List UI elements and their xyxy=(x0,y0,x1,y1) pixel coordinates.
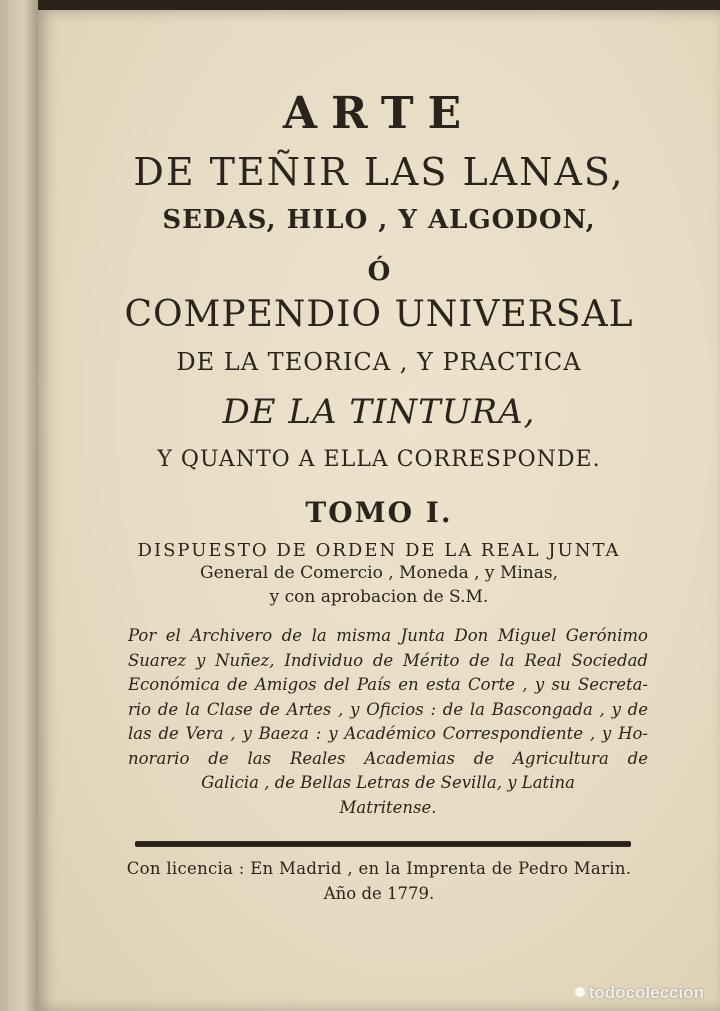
credit-line: Suarez y Nuñez, Individuo de Mérito de la Real Sociedad xyxy=(128,650,648,670)
title-line-teorica: DE LA TEORICA , Y PRACTICA xyxy=(176,348,582,376)
decorative-rule xyxy=(135,841,631,847)
title-line-tenir: DE TEÑIR LAS LANAS, xyxy=(133,150,625,194)
title-line-quanto: Y QUANTO A ELLA CORRESPONDE. xyxy=(157,447,601,472)
credit-line: Económica de Amigos del País en esta Corte , y su Secreta- xyxy=(128,675,648,694)
credit-line: las de Vera , y Baeza : y Académico Correspondiente , y Ho- xyxy=(128,724,648,743)
credit-line: Matritense. xyxy=(339,797,437,817)
watermark-dot-icon xyxy=(575,987,585,997)
left-page-edge xyxy=(0,0,38,1011)
title-line-o: Ó xyxy=(367,257,391,287)
credit-line: Galicia , de Bellas Letras de Sevilla, y Latina xyxy=(201,773,575,792)
watermark-logo xyxy=(575,983,704,1003)
imprint-year: Año de 1779. xyxy=(323,884,435,903)
credit-line: norario de las Reales Academias de Agricultura de xyxy=(128,748,648,768)
author-credit xyxy=(128,624,648,820)
imprint-line: Con licencia : En Madrid , en la Imprenta de Pedro Marin. xyxy=(126,859,632,878)
title-page xyxy=(38,10,720,1011)
credit-line: rio de la Clase de Artes , y Oficios : de la Bascongada , y de xyxy=(128,699,648,719)
title-line-arte: ARTE xyxy=(282,88,476,139)
dispuesto-line-3: y con aprobacion de S.M. xyxy=(269,587,489,607)
title-line-tintura: DE LA TINTURA, xyxy=(222,392,536,432)
credit-line: Por el Archivero de la misma Junta Don Miguel Gerónimo xyxy=(128,626,648,645)
dispuesto-line-1: DISPUESTO DE ORDEN DE LA REAL JUNTA xyxy=(137,540,621,561)
watermark-text: todocoleccion xyxy=(588,983,704,1002)
title-line-compendio: COMPENDIO UNIVERSAL xyxy=(124,294,634,335)
title-line-sedas: SEDAS, HILO , Y ALGODON, xyxy=(162,205,596,235)
volume-label: TOMO I. xyxy=(305,496,453,529)
dispuesto-line-2: General de Comercio , Moneda , y Minas, xyxy=(200,563,558,583)
